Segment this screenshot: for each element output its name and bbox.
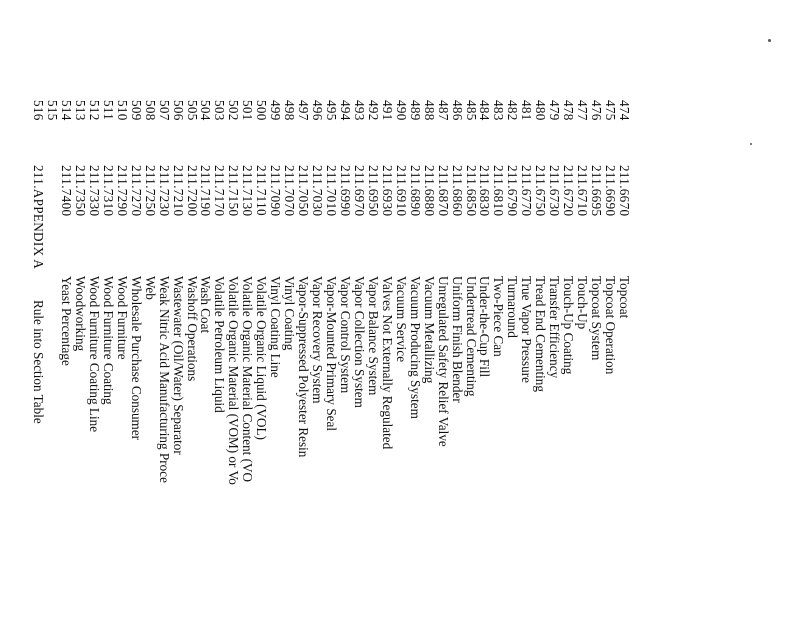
section-number: 211.7130 — [240, 165, 256, 217]
row-number: 480 — [533, 100, 549, 121]
section-number: 211.6880 — [421, 165, 437, 217]
row-number: 479 — [547, 100, 563, 121]
table-row — [101, 0, 115, 618]
table-row — [463, 0, 477, 618]
definition-term: Unregulated Safety Relief Valve — [435, 276, 451, 447]
table-row — [338, 0, 352, 618]
table-row — [45, 0, 59, 618]
section-number: 211.6910 — [393, 165, 409, 217]
row-number: 502 — [226, 100, 242, 121]
row-number: 504 — [198, 100, 214, 121]
definition-term: Undertread Cementing — [463, 276, 479, 397]
row-number: 515 — [45, 100, 61, 121]
section-number: 211.7150 — [226, 165, 242, 217]
definition-term: Vapor Collection System — [351, 276, 367, 408]
definition-term: Wash Coat — [198, 276, 214, 334]
table-row — [254, 0, 268, 618]
definition-term: Vinyl Coating Line — [268, 276, 284, 378]
section-number: 211.7200 — [184, 165, 200, 217]
table-row — [212, 0, 226, 618]
row-number: 476 — [589, 100, 605, 121]
section-number: 211.7230 — [156, 165, 172, 217]
row-number: 516 — [31, 100, 47, 121]
section-number: 211.7190 — [198, 165, 214, 217]
definition-term: Valves Not Externally Regulated — [379, 276, 395, 450]
row-number: 513 — [72, 100, 88, 121]
section-number: 211.6990 — [338, 165, 353, 217]
table-row — [561, 0, 575, 618]
row-number: 501 — [240, 100, 256, 121]
section-number: 211.7010 — [324, 165, 340, 217]
section-number: 211.7330 — [86, 165, 102, 217]
row-number: 486 — [449, 100, 465, 121]
section-number: 211.7210 — [170, 165, 186, 217]
section-number: 211.7270 — [128, 165, 144, 217]
table-row — [310, 0, 324, 618]
row-number: 475 — [603, 100, 619, 121]
table-row — [380, 0, 394, 618]
row-number: 498 — [282, 100, 298, 121]
row-number: 488 — [421, 100, 437, 121]
row-number: 477 — [575, 100, 591, 121]
table-row — [198, 0, 212, 618]
definition-term: Rule into Section Table — [31, 300, 47, 424]
table-row — [156, 0, 170, 618]
definition-term: Volatile Petroleum Liquid — [212, 276, 228, 413]
section-number: 211.6695 — [589, 165, 605, 217]
definition-term: Wholesale Purchase Consumer — [128, 276, 144, 441]
table-row — [547, 0, 561, 618]
section-number: 211.7350 — [72, 165, 88, 217]
definition-term: Wood Furniture — [114, 276, 130, 360]
row-number: 493 — [351, 100, 367, 121]
table-row — [31, 0, 45, 618]
section-number: 211.6970 — [351, 165, 367, 217]
table-row — [142, 0, 156, 618]
section-number: 211.6730 — [547, 165, 563, 217]
row-number: 506 — [170, 100, 186, 121]
section-number: 211.7050 — [296, 165, 312, 217]
scan-speck — [750, 143, 752, 145]
section-number: 211.6930 — [379, 165, 395, 217]
table-row — [324, 0, 338, 618]
table-row — [407, 0, 421, 618]
table-row — [505, 0, 519, 618]
table-row — [533, 0, 547, 618]
definition-term: Vapor Balance System — [365, 276, 381, 396]
definition-term: Touch-Up Coating — [561, 276, 577, 375]
definition-term: True Vapor Pressure — [519, 276, 535, 383]
table-row — [477, 0, 491, 618]
table-row — [449, 0, 463, 618]
section-number: 211.6790 — [505, 165, 521, 217]
section-number: 211.7030 — [310, 165, 326, 217]
table-row — [268, 0, 282, 618]
section-number: 211.7310 — [100, 165, 116, 217]
section-number: 211.6670 — [617, 165, 632, 217]
row-number: 478 — [561, 100, 577, 121]
row-number: 495 — [324, 100, 340, 121]
section-number: 211.6770 — [519, 165, 535, 217]
row-number: 510 — [114, 100, 130, 121]
table-row — [59, 0, 73, 618]
table-row — [240, 0, 254, 618]
definition-term: Vapor Control System — [338, 276, 353, 394]
definition-term: Tread End Cementing — [533, 276, 549, 392]
row-number: 514 — [59, 100, 74, 121]
row-number: 511 — [100, 100, 116, 121]
table-row — [421, 0, 435, 618]
section-number: 211.6890 — [407, 165, 423, 217]
table-row — [170, 0, 184, 618]
section-number: 211.7250 — [142, 165, 158, 217]
section-number: 211.6810 — [491, 165, 507, 217]
table-row — [394, 0, 408, 618]
definition-term: Vinyl Coating — [282, 276, 298, 351]
definition-term: Two-Piece Can — [491, 276, 507, 357]
definition-term: Volatile Organic Liquid (VOL) — [254, 276, 270, 440]
definition-term: Vacuum Producing System — [407, 276, 423, 419]
definition-term: Volatile Organic Material (VOM) or Vo — [226, 276, 242, 485]
definition-term: Washoff Operations — [184, 276, 200, 382]
row-number: 496 — [310, 100, 326, 121]
section-number: 211.7400 — [59, 165, 74, 217]
table-row — [491, 0, 505, 618]
section-number: 211.7070 — [282, 165, 298, 217]
section-number: 211.7090 — [268, 165, 284, 217]
definition-term: Weak Nitric Acid Manufacturing Proce — [156, 276, 172, 483]
table-row — [352, 0, 366, 618]
section-number: 211.7290 — [114, 165, 130, 217]
definition-term: Topcoat — [617, 276, 632, 319]
section-number: 211.7110 — [254, 165, 270, 216]
table-row — [282, 0, 296, 618]
section-number: 211.6870 — [435, 165, 451, 217]
row-number: 499 — [268, 100, 284, 121]
table-row — [226, 0, 240, 618]
row-number: 490 — [393, 100, 409, 121]
section-number: 211.6710 — [575, 165, 591, 217]
row-number: 508 — [142, 100, 158, 121]
definition-term: Woodworking — [72, 276, 88, 352]
table-row — [115, 0, 129, 618]
definition-term: Uniform Finish Blender — [449, 276, 465, 403]
definition-term: Turnaround — [505, 276, 521, 338]
rotated-section-table — [33, 0, 633, 618]
definition-term: Vapor Recovery System — [310, 276, 326, 404]
row-number: 489 — [407, 100, 423, 121]
table-row — [617, 0, 631, 618]
definition-term: Web — [142, 276, 158, 300]
definition-term: Vapor-Mounted Primary Seal — [324, 276, 340, 432]
row-number: 487 — [435, 100, 451, 121]
row-number: 505 — [184, 100, 200, 121]
definition-term: Vacuum Service — [393, 276, 409, 363]
row-number: 500 — [254, 100, 270, 121]
definition-term: Under-the-Cup Fill — [477, 276, 493, 378]
definition-term: Vacuum Metallizing — [421, 276, 437, 384]
table-row — [435, 0, 449, 618]
section-number: 211.6860 — [449, 165, 465, 217]
definition-term: Touch-Up — [575, 276, 591, 330]
table-row — [519, 0, 533, 618]
section-number: 211.6830 — [477, 165, 493, 217]
table-row — [73, 0, 87, 618]
table-row — [184, 0, 198, 618]
row-number: 485 — [463, 100, 479, 121]
table-row — [296, 0, 310, 618]
section-number: 211.7170 — [212, 165, 228, 217]
section-number: 211.6750 — [533, 165, 549, 217]
row-number: 483 — [491, 100, 507, 121]
section-number: 211.6720 — [561, 165, 577, 217]
row-number: 481 — [519, 100, 535, 121]
definition-term: Topcoat Operation — [603, 276, 619, 375]
section-number: 211.APPENDIX A — [31, 165, 47, 270]
table-row — [603, 0, 617, 618]
row-number: 491 — [379, 100, 395, 121]
row-number: 492 — [365, 100, 381, 121]
definition-term: Yeast Percentage — [59, 276, 74, 366]
definition-term: Vapor-Suppressed Polyester Resin — [296, 276, 312, 458]
table-row — [366, 0, 380, 618]
table-row — [128, 0, 142, 618]
section-number: 211.6690 — [603, 165, 619, 217]
row-number: 484 — [477, 100, 493, 121]
definition-term: Wastewater (Oil/Water) Separator — [170, 276, 186, 455]
table-row — [589, 0, 603, 618]
row-number: 509 — [128, 100, 144, 121]
row-number: 474 — [617, 100, 632, 121]
row-number: 503 — [212, 100, 228, 121]
scan-speck — [768, 39, 771, 42]
row-number: 512 — [86, 100, 102, 121]
definition-term: Topcoat System — [589, 276, 605, 361]
table-row — [575, 0, 589, 618]
row-number: 497 — [296, 100, 312, 121]
definition-term: Transfer Efficiency — [547, 276, 563, 379]
section-number: 211.6950 — [365, 165, 381, 217]
row-number: 494 — [338, 100, 353, 121]
table-row — [87, 0, 101, 618]
definition-term: Volatile Organic Material Content (VO — [240, 276, 256, 483]
row-number: 482 — [505, 100, 521, 121]
definition-term: Wood Furniture Coating Line — [86, 276, 102, 433]
section-number: 211.6850 — [463, 165, 479, 217]
definition-term: Wood Furniture Coating — [100, 276, 116, 405]
row-number: 507 — [156, 100, 172, 121]
